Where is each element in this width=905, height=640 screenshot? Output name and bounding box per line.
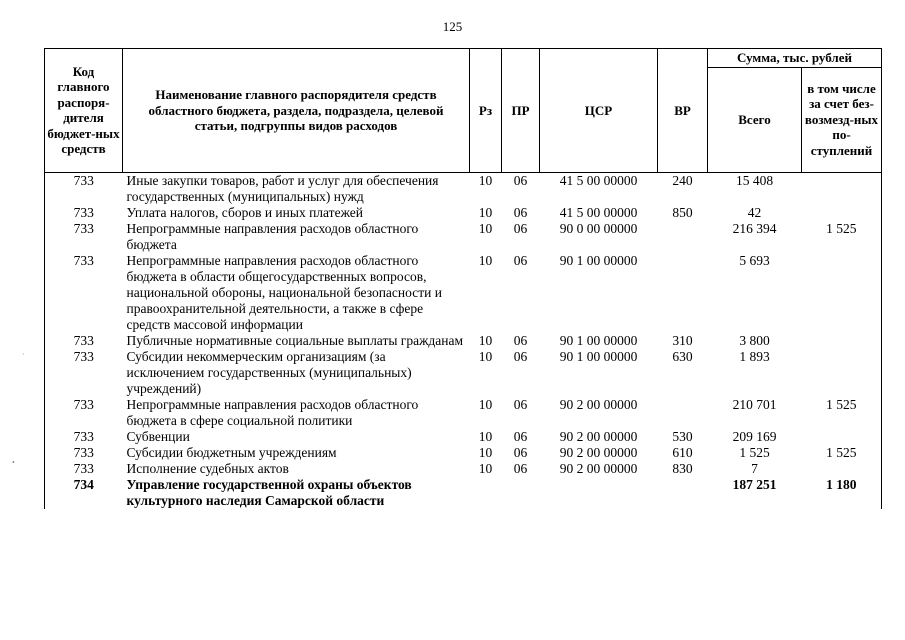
cell-name: Непрограммные направления расходов областного бюджета в области общегосударственных вопросов, национальной обороны, национальной безопасности и правоохранительной деятельности, а также в сфере средств массовой информации bbox=[126, 252, 442, 332]
cell-vr: 830 bbox=[672, 460, 693, 476]
cell-total: 7 bbox=[751, 460, 758, 476]
table-row bbox=[45, 445, 882, 461]
cell-csr: 90 1 00 00000 bbox=[559, 348, 638, 364]
table-row bbox=[45, 333, 882, 349]
table-row bbox=[45, 461, 882, 477]
table-row bbox=[45, 349, 882, 397]
cell-code: 733 bbox=[45, 397, 123, 429]
cell-csr: 90 2 00 00000 bbox=[559, 444, 638, 460]
cell-incl bbox=[802, 205, 882, 221]
budget-table bbox=[44, 48, 882, 509]
cell-pr: 06 bbox=[513, 252, 528, 268]
header-pr: ПР bbox=[502, 49, 540, 173]
table-row bbox=[45, 205, 882, 221]
cell-total: 216 394 bbox=[732, 220, 777, 236]
cell-code: 733 bbox=[45, 221, 123, 253]
cell-csr bbox=[540, 477, 658, 509]
header-incl: в том числе за счет без-возмезд-ных по-ступлений bbox=[802, 67, 882, 172]
cell-vr bbox=[658, 477, 708, 509]
cell-pr: 06 bbox=[513, 172, 528, 188]
cell-name: Иные закупки товаров, работ и услуг для обеспечения государственных (муниципальных) нужд bbox=[126, 172, 439, 204]
cell-name: Субсидии некоммерческим организациям (за исключением государственных (муниципальных) учреждений) bbox=[126, 348, 412, 396]
cell-incl bbox=[802, 333, 882, 349]
cell-rz: 10 bbox=[478, 348, 493, 364]
cell-total: 210 701 bbox=[732, 396, 777, 412]
cell-vr: 530 bbox=[672, 428, 693, 444]
cell-pr: 06 bbox=[513, 204, 528, 220]
cell-name: Непрограммные направления расходов областного бюджета bbox=[126, 220, 419, 252]
header-total: Всего bbox=[708, 67, 802, 172]
cell-rz: 10 bbox=[478, 252, 493, 268]
cell-vr: 610 bbox=[672, 444, 693, 460]
header-name: Наименование главного распорядителя средств областного бюджета, раздела, подраздела, целевой статьи, подгруппы видов расходов bbox=[123, 49, 470, 173]
cell-incl: 1 525 bbox=[802, 445, 882, 461]
cell-vr: 850 bbox=[672, 204, 693, 220]
header-sum: Сумма, тыс. рублей bbox=[708, 49, 882, 68]
cell-csr: 90 2 00 00000 bbox=[559, 460, 638, 476]
cell-vr: 240 bbox=[672, 172, 693, 188]
cell-code: 733 bbox=[45, 333, 123, 349]
cell-rz: 10 bbox=[478, 444, 493, 460]
cell-total: 3 800 bbox=[739, 332, 770, 348]
table-row bbox=[45, 429, 882, 445]
cell-code: 733 bbox=[45, 429, 123, 445]
cell-pr: 06 bbox=[513, 428, 528, 444]
cell-vr bbox=[658, 397, 708, 429]
cell-pr: 06 bbox=[513, 396, 528, 412]
scan-mark: • bbox=[12, 458, 15, 467]
cell-name: Уплата налогов, сборов и иных платежей bbox=[126, 204, 363, 220]
scan-mark: · bbox=[22, 350, 25, 359]
cell-vr bbox=[658, 253, 708, 333]
cell-rz: 10 bbox=[478, 396, 493, 412]
cell-incl: 1 525 bbox=[802, 397, 882, 429]
cell-csr: 41 5 00 00000 bbox=[559, 172, 638, 188]
cell-incl bbox=[802, 253, 882, 333]
cell-total: 42 bbox=[747, 204, 762, 220]
cell-vr: 630 bbox=[672, 348, 693, 364]
header-csr: ЦСР bbox=[540, 49, 658, 173]
cell-name: Непрограммные направления расходов областного бюджета в сфере социальной политики bbox=[126, 396, 419, 428]
cell-rz bbox=[470, 477, 502, 509]
header-rz: Рз bbox=[470, 49, 502, 173]
cell-rz: 10 bbox=[478, 204, 493, 220]
cell-code: 733 bbox=[45, 461, 123, 477]
table-row bbox=[45, 397, 882, 429]
header-vr: ВР bbox=[658, 49, 708, 173]
cell-pr: 06 bbox=[513, 332, 528, 348]
cell-rz: 10 bbox=[478, 172, 493, 188]
cell-name: Управление государственной охраны объектов культурного наследия Самарской области bbox=[126, 476, 412, 508]
cell-code: 733 bbox=[45, 205, 123, 221]
cell-total: 1 525 bbox=[739, 444, 770, 460]
cell-incl: 1 525 bbox=[802, 221, 882, 253]
cell-total: 187 251 bbox=[732, 476, 777, 492]
table-row bbox=[45, 477, 882, 509]
cell-name: Исполнение судебных актов bbox=[126, 460, 289, 476]
table-row bbox=[45, 172, 882, 205]
cell-total: 1 893 bbox=[739, 348, 770, 364]
cell-csr: 90 2 00 00000 bbox=[559, 396, 638, 412]
cell-code: 733 bbox=[45, 253, 123, 333]
cell-vr bbox=[658, 221, 708, 253]
cell-pr: 06 bbox=[513, 444, 528, 460]
cell-pr: 06 bbox=[513, 460, 528, 476]
cell-incl: 1 180 bbox=[802, 477, 882, 509]
cell-incl bbox=[802, 461, 882, 477]
page-number: 125 bbox=[442, 19, 463, 34]
cell-name: Субсидии бюджетным учреждениям bbox=[126, 444, 337, 460]
cell-total: 15 408 bbox=[735, 172, 774, 188]
cell-pr: 06 bbox=[513, 348, 528, 364]
cell-rz: 10 bbox=[478, 428, 493, 444]
cell-rz: 10 bbox=[478, 460, 493, 476]
cell-incl bbox=[802, 349, 882, 397]
cell-code: 734 bbox=[45, 477, 123, 509]
cell-csr: 90 2 00 00000 bbox=[559, 428, 638, 444]
cell-total: 5 693 bbox=[739, 252, 770, 268]
cell-code: 733 bbox=[45, 445, 123, 461]
cell-csr: 90 1 00 00000 bbox=[559, 332, 638, 348]
cell-code: 733 bbox=[45, 349, 123, 397]
cell-csr: 41 5 00 00000 bbox=[559, 204, 638, 220]
cell-pr bbox=[502, 477, 540, 509]
cell-code: 733 bbox=[45, 172, 123, 205]
cell-vr: 310 bbox=[672, 332, 693, 348]
cell-csr: 90 1 00 00000 bbox=[559, 252, 638, 268]
cell-pr: 06 bbox=[513, 220, 528, 236]
table-body bbox=[45, 172, 882, 509]
cell-incl bbox=[802, 429, 882, 445]
cell-total: 209 169 bbox=[732, 428, 777, 444]
table-row bbox=[45, 221, 882, 253]
table-row bbox=[45, 253, 882, 333]
header-code: Код главного распоря-дителя бюджет-ных средств bbox=[45, 49, 123, 173]
cell-name: Субвенции bbox=[126, 428, 190, 444]
cell-rz: 10 bbox=[478, 332, 493, 348]
table-header bbox=[45, 49, 882, 173]
cell-rz: 10 bbox=[478, 220, 493, 236]
cell-incl bbox=[802, 172, 882, 205]
cell-name: Публичные нормативные социальные выплаты гражданам bbox=[126, 332, 464, 348]
cell-csr: 90 0 00 00000 bbox=[559, 220, 638, 236]
